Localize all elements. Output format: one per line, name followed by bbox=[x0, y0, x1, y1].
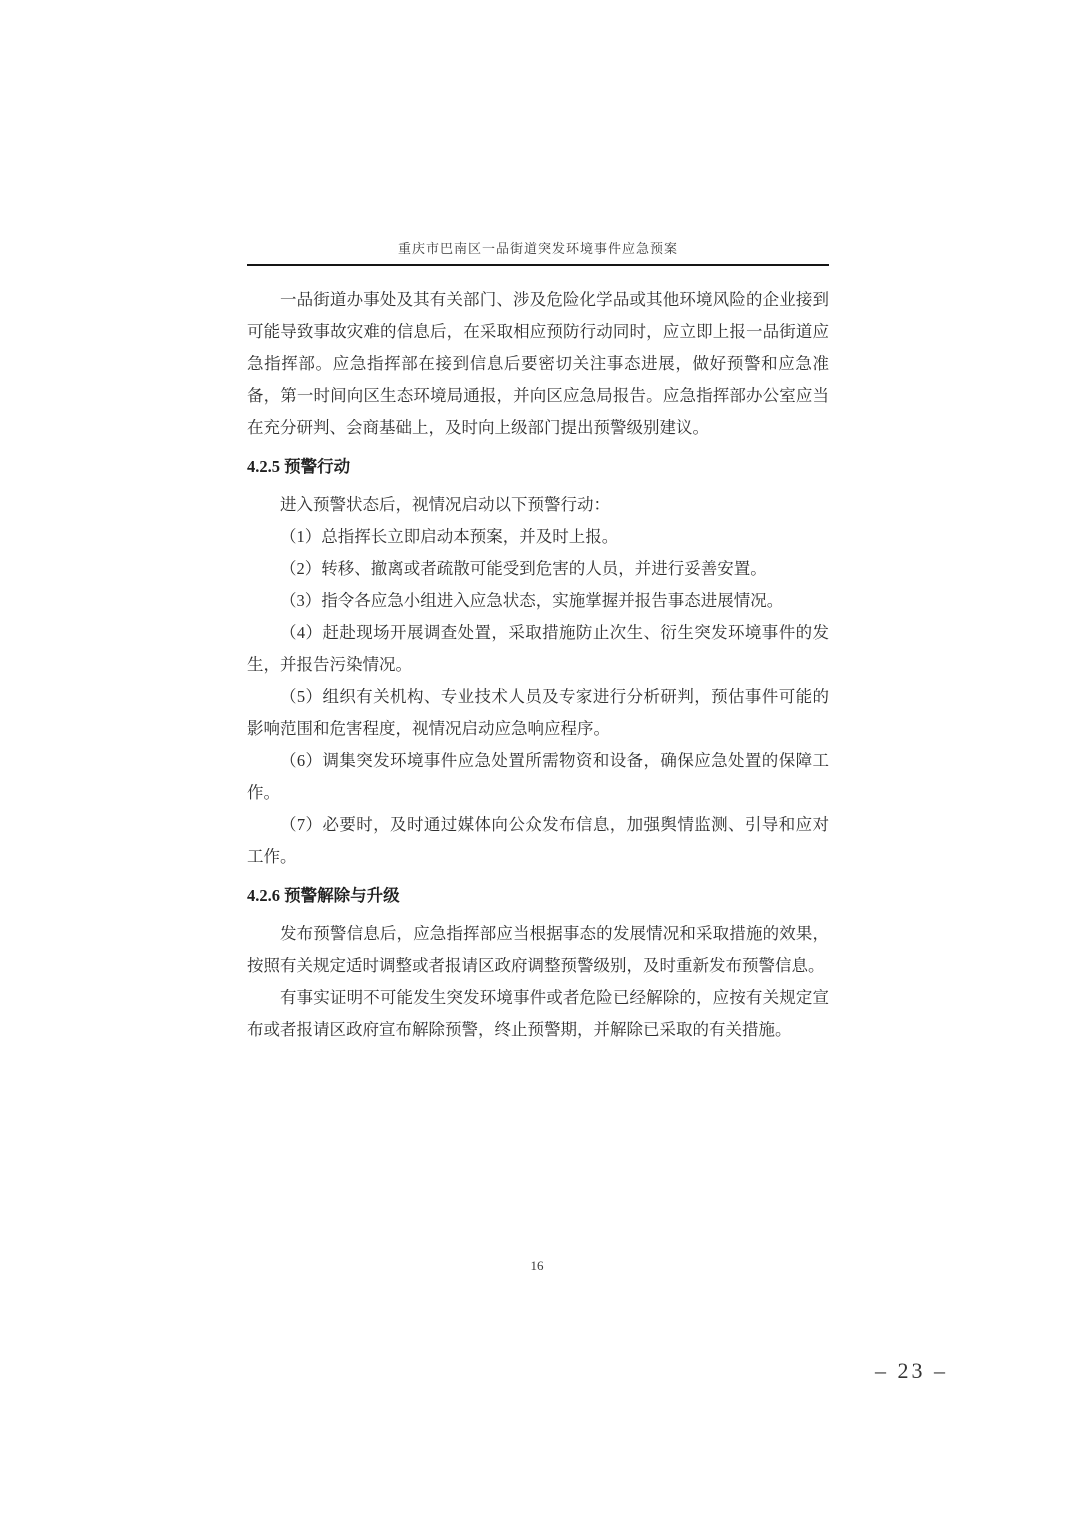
page-content bbox=[247, 240, 829, 1046]
page-number: 16 bbox=[530, 1258, 544, 1273]
page-header-title: 重庆市巴南区一品街道突发环境事件应急预案 bbox=[397, 241, 678, 256]
document-body bbox=[247, 266, 829, 1046]
paragraph-intro: 一品街道办事处及其有关部门、涉及危险化学品或其他环境风险的企业接到可能导致事故灾难的信息后，在采取相应预防行动同时，应立即上报一品街道应急指挥部。应急指挥部在接到信息后要密切关注事态进展，做好预警和应急准备，第一时间向区生态环境局通报，并向区应急局报告。应急指挥部办公室应当在充分研判、会商基础上，及时向上级部门提出预警级别建议。 bbox=[247, 290, 829, 437]
list-item-6: （6）调集突发环境事件应急处置所需物资和设备，确保应急处置的保障工作。 bbox=[247, 751, 829, 802]
list-item-4: （4）赶赴现场开展调查处置，采取措施防止次生、衍生突发环境事件的发生，并报告污染情况。 bbox=[247, 623, 829, 674]
list-item-1: （1）总指挥长立即启动本预案，并及时上报。 bbox=[280, 527, 619, 546]
list-item-2: （2）转移、撤离或者疏散可能受到危害的人员，并进行妥善安置。 bbox=[280, 559, 767, 578]
paragraph-release-1: 发布预警信息后，应急指挥部应当根据事态的发展情况和采取措施的效果，按照有关规定适时调整或者报请区政府调整预警级别，及时重新发布预警信息。 bbox=[247, 924, 829, 975]
list-item-3: （3）指令各应急小组进入应急状态，实施掌握并报告事态进展情况。 bbox=[280, 591, 784, 610]
corner-page-number: – 23 – bbox=[875, 1358, 948, 1383]
paragraph-warning-intro: 进入预警状态后，视情况启动以下预警行动： bbox=[280, 495, 610, 514]
paragraph-release-2: 有事实证明不可能发生突发环境事件或者危险已经解除的，应按有关规定宣布或者报请区政府宣布解除预警，终止预警期，并解除已采取的有关措施。 bbox=[247, 988, 829, 1039]
section-heading-4-2-6: 4.2.6 预警解除与升级 bbox=[247, 886, 400, 905]
section-heading-4-2-5: 4.2.5 预警行动 bbox=[247, 457, 351, 476]
list-item-7: （7）必要时，及时通过媒体向公众发布信息，加强舆情监测、引导和应对工作。 bbox=[247, 815, 829, 866]
list-item-5: （5）组织有关机构、专业技术人员及专家进行分析研判，预估事件可能的影响范围和危害程度，视情况启动应急响应程序。 bbox=[247, 687, 829, 738]
